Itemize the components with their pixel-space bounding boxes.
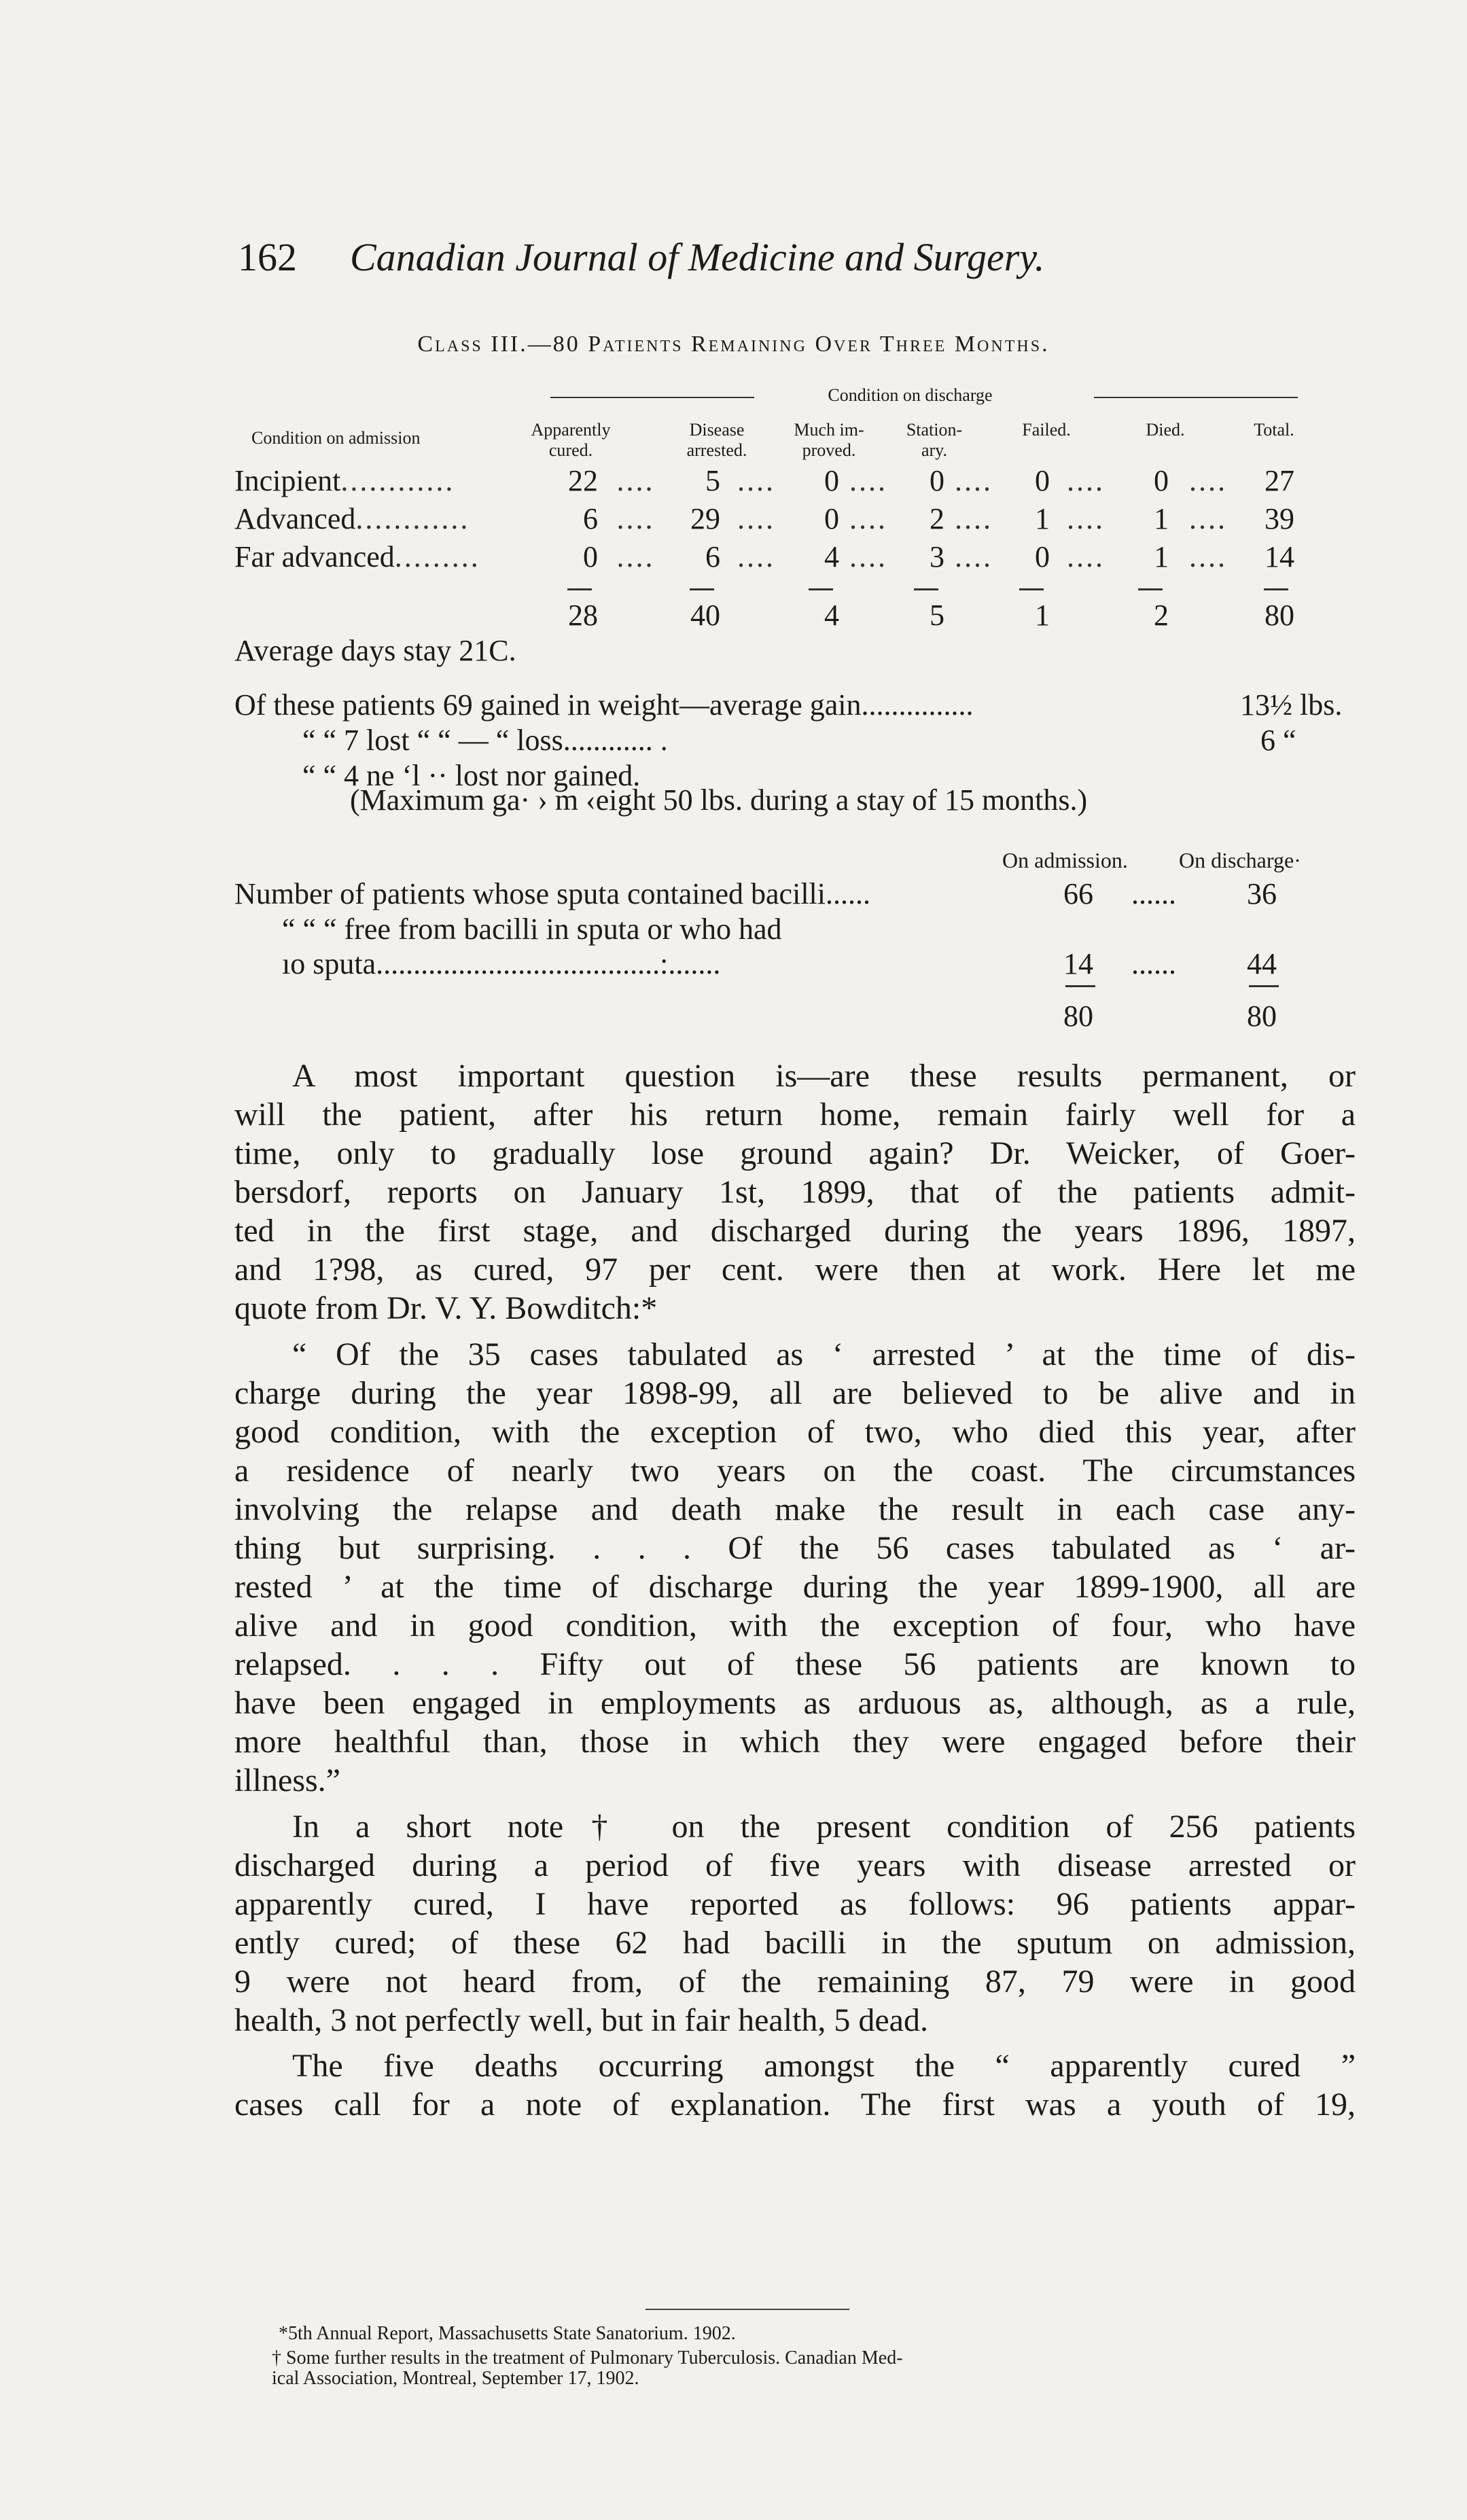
- paragraph-4: [234, 2046, 1356, 2124]
- dot-leader: ....: [955, 540, 993, 573]
- total-rule: [1264, 588, 1288, 590]
- sputum-row-2: “ “ “ free from bacilli in sputa or who had: [282, 912, 782, 946]
- footnote-2-line-2: ical Association, Montreal, September 17, 1902.: [272, 2368, 639, 2389]
- dot-leader: ....: [1067, 502, 1105, 535]
- text-line: apparently cured, I have reported as follows: 96 patients appar-: [234, 1886, 1356, 1922]
- dot-leader: ....: [849, 464, 887, 497]
- weight-line-3: “ “ 4 ne ‘l ·· lost nor gained.: [302, 759, 641, 792]
- rule: [1065, 985, 1095, 987]
- sputum-row-1-discharge: 36: [1247, 877, 1277, 910]
- table-cell: 6: [583, 502, 598, 535]
- page-number: 162: [238, 235, 297, 279]
- table-cell: 5: [705, 464, 720, 497]
- col-header-died: Died.: [1146, 420, 1185, 440]
- condition-on-discharge-label: Condition on discharge: [828, 385, 993, 405]
- paragraph-3: [234, 1807, 1356, 2040]
- row-header: Condition on admission: [251, 428, 421, 448]
- weight-line-2: “ “ 7 lost “ “ — “ loss............ .: [302, 724, 668, 757]
- text-line: quote from Dr. V. Y. Bowditch:*: [234, 1290, 658, 1326]
- dot-leader: ....: [1189, 464, 1227, 497]
- text-line: good condition, with the exception of two, who died this year, after: [234, 1414, 1356, 1450]
- paragraph-1: [234, 1057, 1356, 1328]
- text-line: rested ’ at the time of discharge during the year 1899-1900, all are: [234, 1569, 1356, 1605]
- text-line: ted in the first stage, and discharged during the years 1896, 1897,: [234, 1213, 1356, 1249]
- total-rule: [809, 588, 833, 590]
- total-rule: [1138, 588, 1163, 590]
- total-cell: 1: [1035, 599, 1050, 632]
- dot-leader: ....: [1189, 540, 1227, 573]
- table-row: Incipient............: [234, 464, 455, 497]
- total-rule: [1019, 588, 1044, 590]
- table-row: Far advanced.........: [234, 540, 480, 573]
- sputum-row-1: Number of patients whose sputa contained bacilli......: [234, 877, 870, 910]
- total-rule: [690, 588, 714, 590]
- sputum-row-3-discharge: 44: [1247, 947, 1277, 980]
- text-line: relapsed. . . . Fifty out of these 56 patients are known to: [234, 1646, 1356, 1682]
- table-cell: 1: [1154, 540, 1169, 573]
- table-cell: 1: [1154, 502, 1169, 535]
- text-line: health, 3 not perfectly well, but in fair health, 5 dead.: [234, 2002, 928, 2038]
- table-title: Class III.—80 Patients Remaining Over Three Months.: [417, 332, 1050, 357]
- dot-leader: ....: [849, 502, 887, 535]
- table-cell: 0: [583, 540, 598, 573]
- table-cell: 22: [568, 464, 598, 497]
- table-cell: 0: [1035, 464, 1050, 497]
- table-cell: 1: [1035, 502, 1050, 535]
- dot-leader: ....: [1067, 464, 1105, 497]
- sputum-row-1-dots: ......: [1131, 877, 1176, 910]
- text-line: more healthful than, those in which they were engaged before their: [234, 1724, 1356, 1760]
- sputum-col-admission: On admission.: [1002, 848, 1128, 872]
- dot-leader: ....: [737, 502, 775, 535]
- text-line: a residence of nearly two years on the coast. The circumstances: [234, 1453, 1356, 1489]
- dot-leader: ....: [616, 540, 655, 573]
- total-cell: 80: [1265, 599, 1294, 632]
- dot-leader: ....: [737, 464, 775, 497]
- sputum-row-3-dots: ......: [1131, 947, 1176, 980]
- table-cell: 0: [930, 464, 944, 497]
- table-cell: 39: [1265, 502, 1294, 535]
- weight-value-2: 6 “: [1260, 724, 1296, 757]
- table-cell: 6: [705, 540, 720, 573]
- total-cell: 4: [824, 599, 839, 632]
- dot-leader: ....: [616, 502, 655, 535]
- table-cell: 0: [824, 502, 839, 535]
- journal-title: Canadian Journal of Medicine and Surgery.: [350, 235, 1045, 279]
- dot-leader: ....: [849, 540, 887, 573]
- text-line: cases call for a note of explanation. The first was a youth of 19,: [234, 2087, 1356, 2123]
- text-line: alive and in good condition, with the exception of four, who have: [234, 1608, 1356, 1644]
- col-header-total: Total.: [1254, 420, 1294, 440]
- text-line: illness.”: [234, 1762, 340, 1798]
- col-header-arrested: Disease arrested.: [686, 420, 747, 460]
- table-cell: 0: [824, 464, 839, 497]
- text-line: discharged during a period of five years with disease arrested or: [234, 1847, 1356, 1883]
- weight-value-1: 13½ lbs.: [1240, 688, 1343, 722]
- text-line: thing but surprising. . . . Of the 56 cases tabulated as ‘ ar-: [234, 1530, 1356, 1566]
- text-line: time, only to gradually lose ground again? Dr. Weicker, of Goer-: [234, 1135, 1356, 1171]
- weight-line-1: Of these patients 69 gained in weight—average gain...............: [234, 688, 974, 722]
- sputum-row-3-admission: 14: [1063, 947, 1093, 980]
- table-row: Advanced............: [234, 502, 470, 535]
- footnote-2-line-1: † Some further results in the treatment of Pulmonary Tuberculosis. Canadian Med-: [272, 2347, 903, 2368]
- table-cell: 29: [690, 502, 720, 535]
- total-rule: [567, 588, 592, 590]
- total-rule: [914, 588, 938, 590]
- table-cell: 4: [824, 540, 839, 573]
- table-cell: 3: [930, 540, 944, 573]
- text-line: 9 were not heard from, of the remaining 87, 79 were in good: [234, 1964, 1356, 2000]
- text-line: will the patient, after his return home, remain fairly well for a: [234, 1097, 1356, 1133]
- text-line: “ Of the 35 cases tabulated as ‘ arrested ’ at the time of dis-: [292, 1336, 1356, 1372]
- text-line: A most important question is—are these results permanent, or: [292, 1058, 1356, 1094]
- text-line: ently cured; of these 62 had bacilli in the sputum on admission,: [234, 1925, 1356, 1961]
- dot-leader: ....: [616, 464, 655, 497]
- paragraph-2-quote: [234, 1335, 1356, 1800]
- table-cell: 0: [1154, 464, 1169, 497]
- text-line: charge during the year 1898-99, all are believed to be alive and in: [234, 1375, 1356, 1411]
- sputum-row-1-admission: 66: [1063, 877, 1093, 910]
- text-line: have been engaged in employments as arduous as, although, as a rule,: [234, 1685, 1356, 1721]
- rule: [1249, 985, 1279, 987]
- average-stay: Average days stay 21C.: [234, 634, 516, 667]
- text-line: The five deaths occurring amongst the “ apparently cured ”: [292, 2048, 1356, 2084]
- footnote-rule: [646, 2309, 849, 2310]
- running-head: [238, 234, 1044, 280]
- text-line: In a short note† on the present condition of 256 patients: [292, 1809, 1356, 1845]
- dot-leader: ....: [1189, 502, 1227, 535]
- sputum-col-discharge: On discharge·: [1179, 848, 1301, 872]
- text-line: bersdorf, reports on January 1st, 1899, that of the patients admit-: [234, 1174, 1356, 1210]
- table-cell: 2: [930, 502, 944, 535]
- table-cell: 0: [1035, 540, 1050, 573]
- total-cell: 2: [1154, 599, 1169, 632]
- table-cell: 27: [1265, 464, 1294, 497]
- col-header-stationary: Station- ary.: [906, 420, 963, 460]
- total-cell: 28: [568, 599, 598, 632]
- dot-leader: ....: [955, 464, 993, 497]
- col-header-cured: Apparently cured.: [531, 420, 611, 460]
- dot-leader: ....: [955, 502, 993, 535]
- col-header-failed: Failed.: [1022, 420, 1071, 440]
- total-cell: 5: [930, 599, 944, 632]
- sputum-total-discharge: 80: [1247, 999, 1277, 1033]
- col-header-improved: Much im- proved.: [794, 420, 864, 460]
- sputum-total-admission: 80: [1063, 999, 1093, 1033]
- sputum-row-3: ıo sputa......................................:.......: [282, 947, 721, 980]
- footnote-1: *5th Annual Report, Massachusetts State Sanatorium. 1902.: [279, 2323, 736, 2344]
- dot-leader: ....: [737, 540, 775, 573]
- text-line: and 1?98, as cured, 97 per cent. were then at work. Here let me: [234, 1252, 1356, 1288]
- weight-line-4: (Maximum ga· › m ‹eight 50 lbs. during a stay of 15 months.): [350, 783, 1088, 817]
- table-cell: 14: [1265, 540, 1294, 573]
- text-line: involving the relapse and death make the result in each case any-: [234, 1491, 1356, 1527]
- total-cell: 40: [690, 599, 720, 632]
- dot-leader: ....: [1067, 540, 1105, 573]
